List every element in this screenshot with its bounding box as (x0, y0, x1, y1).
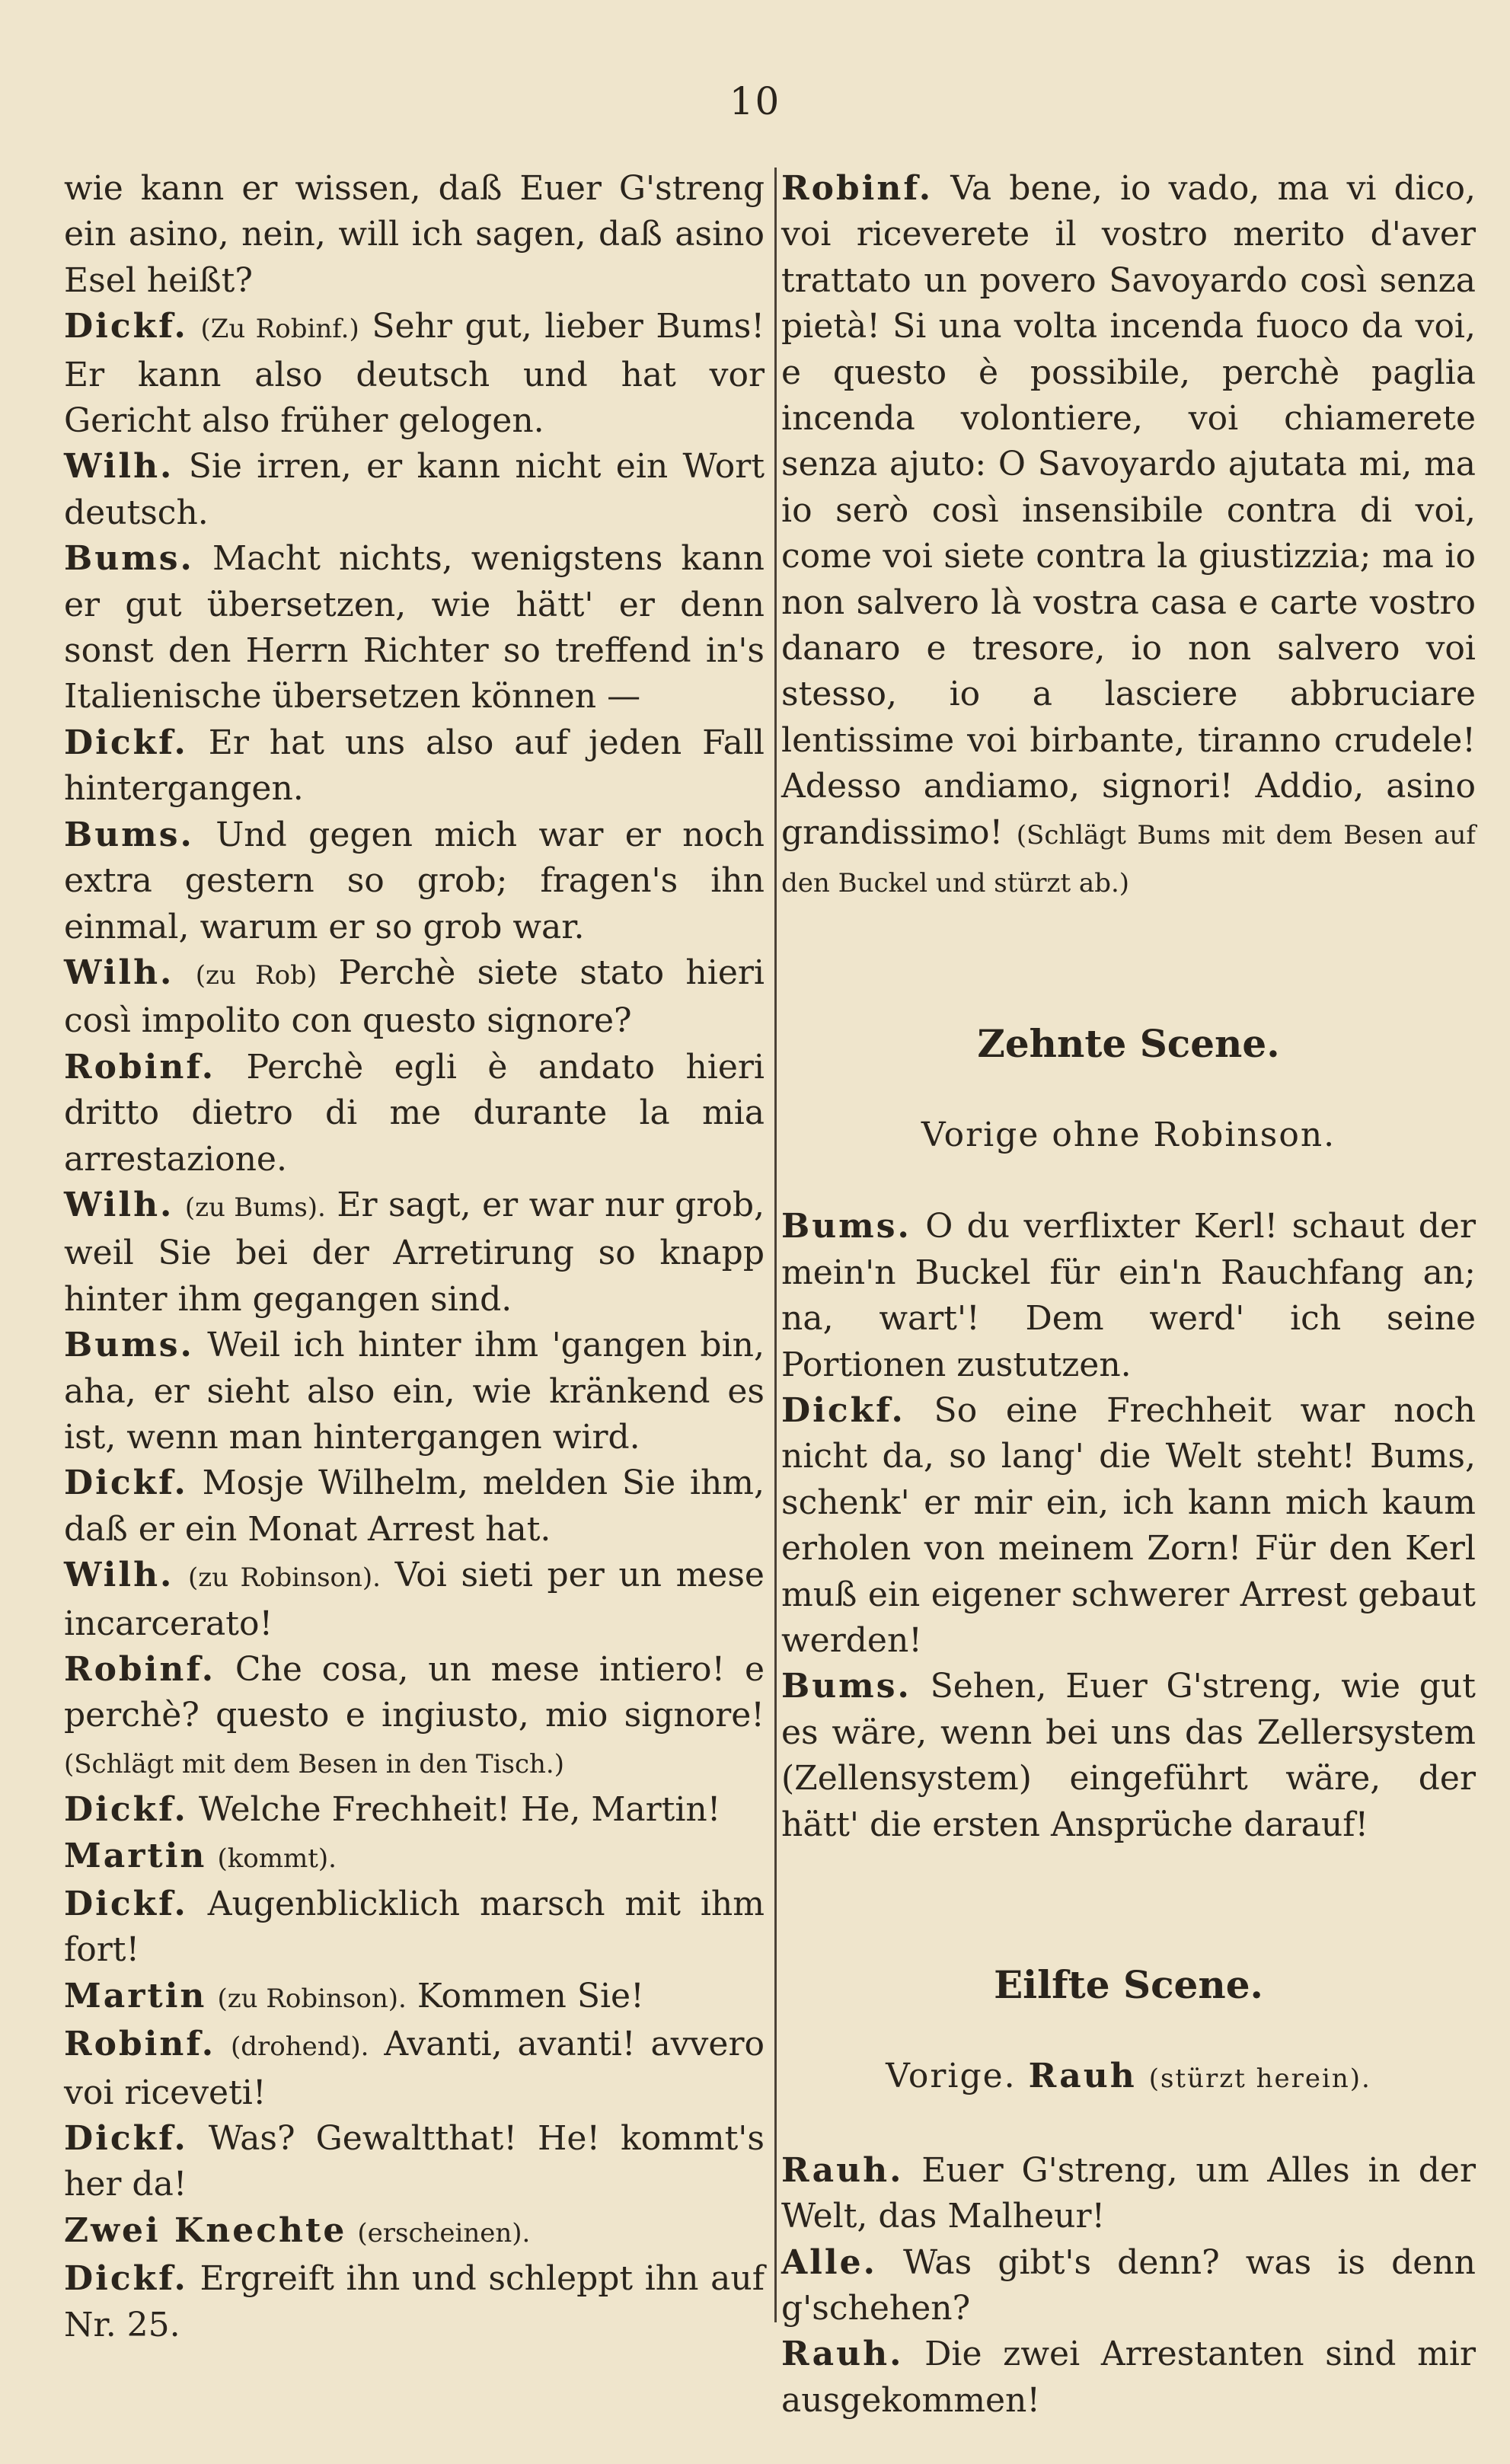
dialogue-text: Augenblicklich marsch mit ihm fort! (64, 1885, 765, 1970)
speaker-name: Bums. (64, 1326, 194, 1365)
dialogue-entry (64, 720, 765, 812)
speaker-name: Rauh. (781, 2150, 904, 2190)
dialogue-entry (64, 1045, 765, 1183)
speaker-name: Wilh. (64, 1556, 174, 1595)
dialogue-entry (64, 1787, 765, 1833)
scene-heading-11: Eilfte Scene. (994, 1962, 1263, 2007)
dialogue-text: O du verflixter Kerl! schaut der mein'n Buckel für ein'n Rauchfang an; na, wart'! Dem werd' ich seine Portionen zustutzen. (781, 1207, 1476, 1384)
dialogue-entry (781, 166, 1476, 907)
dialogue-entry (64, 166, 765, 304)
speaker-name: Bums. (781, 1667, 911, 1706)
dialogue-entry (781, 2332, 1476, 2424)
speaker-name: Robinf. (64, 2025, 216, 2064)
speaker-name: Dickf. (64, 307, 188, 346)
right-column (781, 166, 1476, 2424)
dialogue-block-2 (781, 1204, 1476, 1848)
speaker-name: Dickf. (64, 723, 188, 762)
dialogue-entry (64, 1323, 765, 1460)
dialogue-entry (64, 1460, 765, 1553)
stage-direction: (zu Bums). (184, 1192, 326, 1223)
dialogue-text: Ergreift ihn und schleppt ihn auf Nr. 25. (64, 2259, 765, 2344)
left-column (64, 166, 765, 2348)
dialogue-text: Und gegen mich war er noch extra gestern so grob; fragen's ihn einmal, warum er so grob war. (64, 815, 765, 946)
stage-direction: (drohend). (230, 2032, 369, 2063)
dialogue-text: Macht nichts, wenigstens kann er gut übersetzen, wie hätt' er denn sonst den Herrn Richter so treffend in's Italienische übersetzen können — (64, 539, 765, 717)
dialogue-text: Die zwei Arrestanten sind mir ausgekommen! (781, 2335, 1476, 2420)
scene-heading-10: Zehnte Scene. (977, 1020, 1280, 1066)
dialogue-entry (64, 1647, 765, 1787)
dialogue-text: Va bene, io vado, ma vi dico, voi riceverete il vostro merito d'aver trattato un povero Savoyardo così senza pietà! Si una volta incenda fuoco da voi, e questo è possibile, perchè paglia incenda volontiere, voi chiamerete senza ajuto: O Savoyardo ajutata mi, ma io serò così insensibile contra di voi, come voi siete contra la giustizzia; ma io non salvero là vostra casa e carte vostro danaro e tresore, io non salvero voi stesso, io a lasciere abbruciare lentissime voi birbante, tiranno crudele! Adesso andiamo, signori! Addio, asino grandissimo! (781, 169, 1476, 852)
speaker-name: Bums. (781, 1207, 911, 1246)
speaker-name: Martin (64, 1836, 207, 1875)
dialogue-block-1 (781, 166, 1476, 907)
dialogue-entry (64, 1834, 765, 1882)
dialogue-entry (64, 536, 765, 720)
dialogue-text: Er sagt, er war nur grob, weil Sie bei der Arretirung so knapp hinter ihm gegangen sind. (64, 1185, 765, 1319)
speaker-name: Bums. (64, 539, 194, 579)
dialogue-text: Perchè egli è andato hieri dritto dietro di me durante la mia arrestazione. (64, 1047, 765, 1179)
speaker-name: Dickf. (64, 2119, 188, 2159)
speaker-name: Dickf. (781, 1390, 905, 1430)
dialogue-text: Mosje Wilhelm, melden Sie ihm, daß er ein Monat Arrest hat. (64, 1463, 765, 1549)
column-divider (774, 168, 777, 2322)
dialogue-text: Was gibt's denn? was is denn g'schehen? (781, 2242, 1476, 2328)
dialogue-entry (781, 2240, 1476, 2332)
dialogue-entry (64, 304, 765, 444)
speaker-name: Wilh. (64, 447, 174, 487)
dialogue-text: Sehr gut, lieber Bums! (372, 307, 765, 346)
stage-direction: (kommt). (217, 1843, 337, 1874)
dialogue-text: wie kann er wissen, daß Euer G'streng ein asino, nein, will ich sagen, daß asino Esel heißt? (64, 169, 765, 300)
stage-direction: (zu Rob) (195, 959, 318, 991)
stage-direction: (erscheinen). (357, 2217, 531, 2249)
speaker-name: Dickf. (64, 1885, 188, 1924)
dialogue-text: Was? Gewaltthat! He! kommt's her da! (64, 2119, 765, 2204)
dialogue-entry (64, 2022, 765, 2116)
dialogue-entry (64, 444, 765, 536)
dialogue-text: Er hat uns also auf jeden Fall hintergangen. (64, 723, 765, 809)
dialogue-text: Er kann also deutsch und hat vor Gericht also früher gelogen. (64, 355, 765, 441)
scene-cast-11 (781, 2054, 1476, 2102)
dialogue-entry (64, 1553, 765, 1647)
speaker-name: Robinf. (64, 1047, 216, 1087)
dialogue-text: Avanti, avanti! avvero voi riceveti! (64, 2025, 765, 2112)
speaker-name: Zwei Knechte (64, 2210, 347, 2250)
dialogue-text: Kommen Sie! (417, 1976, 644, 2016)
speaker-name: Dickf. (64, 1463, 188, 1503)
speaker-name: Bums. (64, 815, 194, 854)
dialogue-entry (64, 2256, 765, 2348)
stage-direction: (Zu Robinf.) (200, 314, 359, 345)
dialogue-entry (64, 1974, 765, 2022)
cast-text: Vorige. (886, 2057, 1017, 2096)
dialogue-entry (781, 1204, 1476, 1388)
stage-direction: (Schlägt mit dem Besen in den Tisch.) (64, 1748, 564, 1779)
stage-direction: (zu Robinson). (187, 1562, 381, 1594)
dialogue-text: Sie irren, er kann nicht ein Wort deutsch. (64, 447, 765, 532)
dialogue-entry (64, 2208, 765, 2256)
stage-direction: (Schlägt Bums mit dem Besen auf den Buckel und stürzt ab.) (781, 819, 1476, 899)
dialogue-entry (64, 2116, 765, 2208)
speaker-name: Robinf. (64, 1650, 216, 1689)
cast-stage-direction: (stürzt herein). (1148, 2063, 1371, 2095)
stage-direction: (zu Robinson). (217, 1983, 407, 2014)
dialogue-entry (64, 1882, 765, 1974)
dialogue-text: Voi sieti per un mese incarcerato! (64, 1556, 765, 1643)
dialogue-text: Welche Frechheit! He, Martin! (198, 1790, 721, 1830)
speaker-name: Martin (64, 1976, 207, 2016)
cast-speaker: Rauh (1028, 2057, 1137, 2096)
speaker-name: Wilh. (64, 953, 174, 992)
dialogue-entry (64, 950, 765, 1045)
scene-cast-10: Vorige ohne Robinson. (921, 1115, 1336, 1154)
speaker-name: Dickf. (64, 2259, 188, 2299)
dialogue-text: So eine Frechheit war noch nicht da, so lang' die Welt steht! Bums, schenk' er mir ein, ich kann mich kaum erholen von meinem Zorn! Für den Kerl muß ein eigener schwerer Arrest gebaut werden! (781, 1390, 1476, 1660)
dialogue-text: Sehen, Euer G'streng, wie gut es wäre, wenn bei uns das Zellersystem (Zellensystem) eingeführt wäre, der hätt' die ersten Ansprüche darauf! (781, 1667, 1476, 1844)
dialogue-text: Weil ich hinter ihm 'gangen bin, aha, er sieht also ein, wie kränkend es ist, wenn man hintergangen wird. (64, 1326, 765, 1457)
dialogue-entry (64, 1183, 765, 1323)
dialogue-entry (781, 2148, 1476, 2240)
page-number: 10 (729, 79, 781, 123)
dialogue-text: Che cosa, un mese intiero! e perchè? questo e ingiusto, mio signore! (64, 1650, 765, 1735)
dialogue-text: Euer G'streng, um Alles in der Welt, das Malheur! (781, 2150, 1476, 2236)
speaker-name: Rauh. (781, 2335, 904, 2374)
speaker-name: Robinf. (781, 169, 934, 208)
dialogue-entry (64, 812, 765, 950)
dialogue-entry (781, 1664, 1476, 1848)
dialogue-entry (781, 1388, 1476, 1664)
dialogue-text: Perchè siete stato hieri così impolito con questo signore? (64, 953, 765, 1041)
speaker-name: Alle. (781, 2242, 877, 2282)
dialogue-block-3 (781, 2148, 1476, 2424)
speaker-name: Dickf. (64, 1790, 188, 1830)
speaker-name: Wilh. (64, 1185, 174, 1224)
